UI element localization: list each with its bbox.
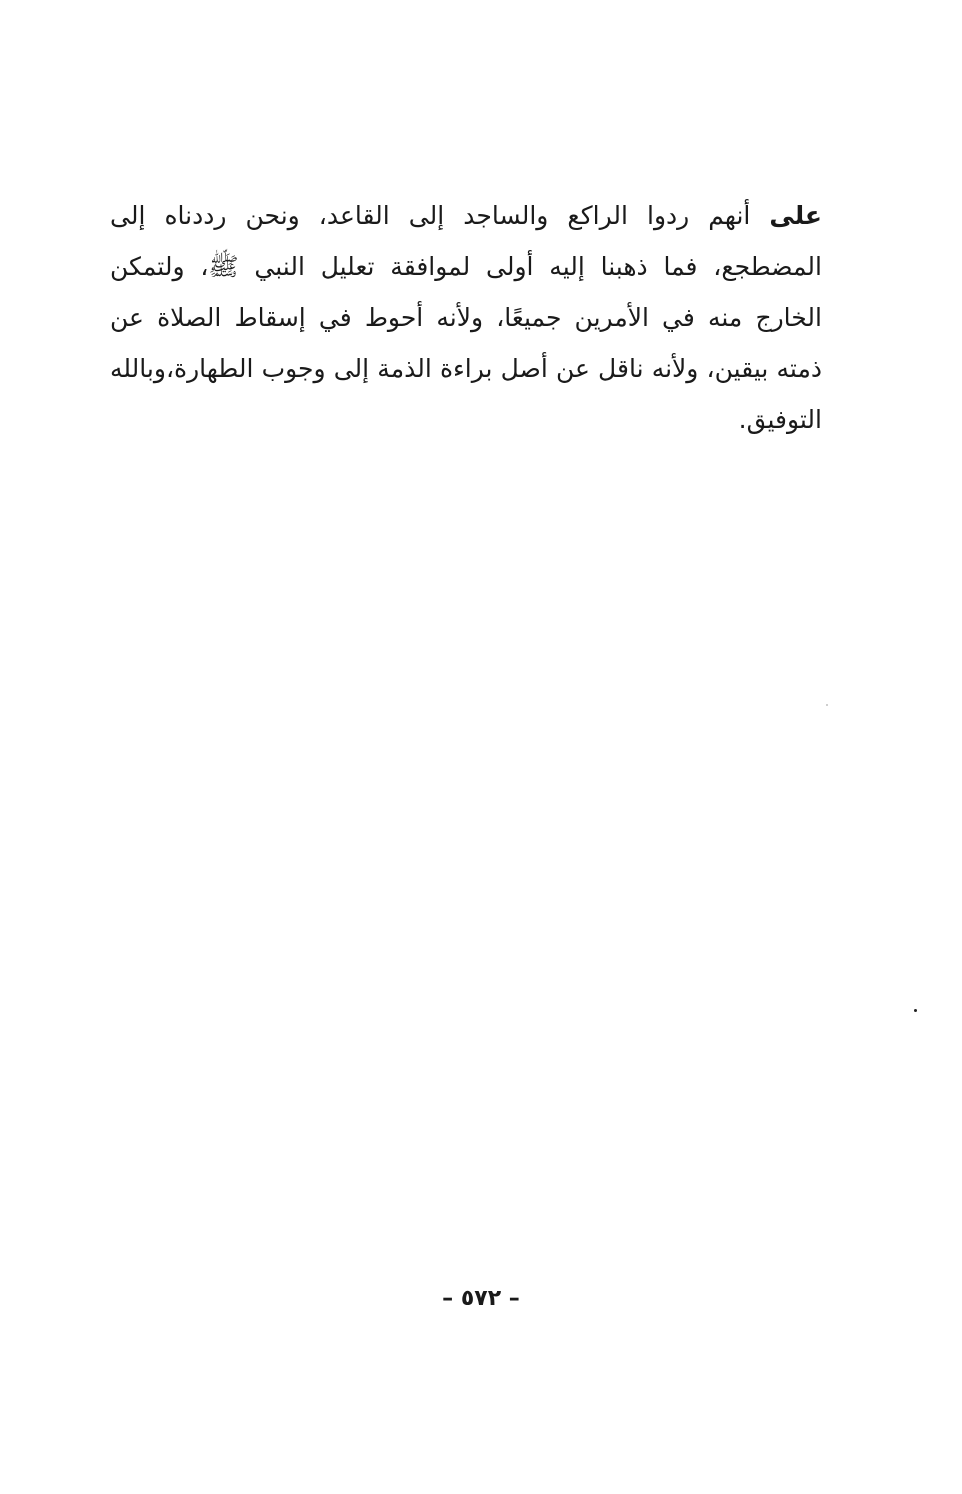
body-paragraph (110, 190, 822, 445)
scan-speck-faint (826, 704, 828, 706)
paragraph-line-5: التوفيق. (738, 405, 822, 434)
page-number: – ٥٧٢ – (442, 1286, 520, 1311)
line-1-text: أنهم ردوا الراكع والساجد إلى القاعد، ونحن رددناه إلى (110, 201, 770, 230)
paragraph-line-3: الخارج منه في الأمرين جميعًا، ولأنه أحوط في إسقاط الصلاة عن (110, 303, 822, 332)
scan-speck (914, 1009, 917, 1012)
paragraph-line-2: المضطجع، فما ذهبنا إليه أولى لموافقة تعليل النبي ﷺ، ولتمكن (110, 252, 822, 281)
paragraph-line-1 (110, 190, 822, 241)
lead-word: على (769, 201, 822, 230)
paragraph-line-4: ذمته بيقين، ولأنه ناقل عن أصل براءة الذمة إلى وجوب الطهارة،وبالله (110, 354, 822, 383)
